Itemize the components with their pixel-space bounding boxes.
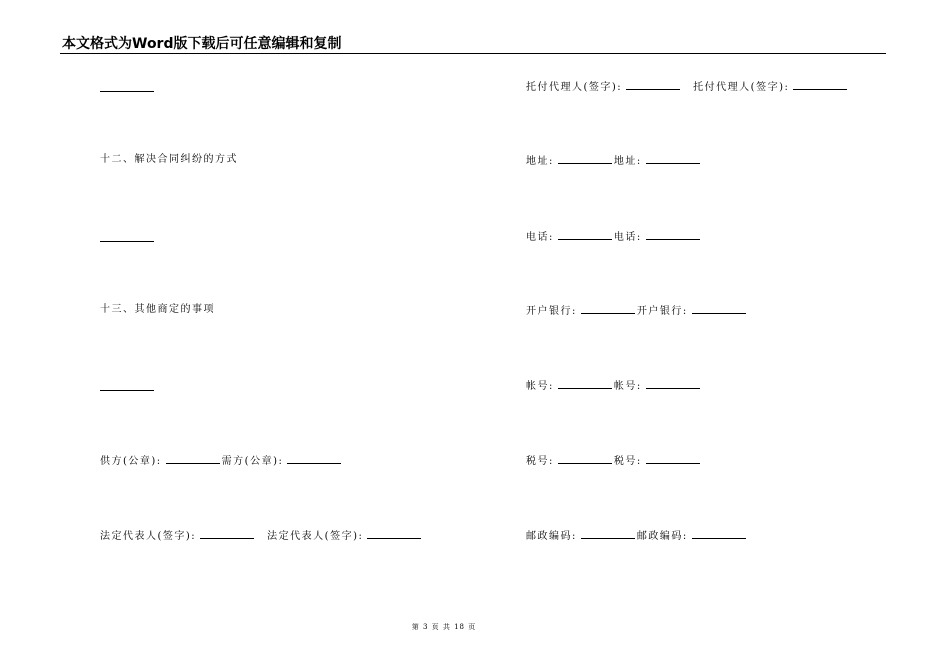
blank-line [646, 378, 700, 389]
seal-row [100, 453, 341, 467]
phone-label: 电话: [526, 232, 554, 243]
blank-line [558, 229, 612, 240]
agent-label: 托付代理人(签字): [526, 82, 623, 93]
page-footer [400, 622, 488, 632]
blank-line [626, 79, 680, 90]
blank-line [166, 453, 220, 464]
tax-number-row [526, 453, 700, 467]
agent-label: 托付代理人(签字): [693, 82, 790, 93]
page-indicator: 第 3 页 共 18 页 [411, 623, 477, 631]
blank-line [581, 528, 635, 539]
bank-label: 开户银行: [526, 306, 577, 317]
blank-line [200, 528, 254, 539]
blank-line [793, 79, 847, 90]
buyer-seal-label: 需方(公章): [221, 456, 284, 467]
section-heading-text: 十二、解决合同纠纷的方式 [100, 154, 238, 165]
blank-line [367, 528, 421, 539]
blank-line [558, 153, 612, 164]
account-label: 帐号: [613, 381, 642, 392]
supplier-seal-label: 供方(公章): [100, 456, 162, 467]
blank-line [100, 231, 154, 242]
section-heading-text: 十三、其他商定的事项 [100, 304, 215, 315]
blank-row-2 [100, 231, 154, 245]
blank-line [558, 378, 612, 389]
document-header [62, 36, 342, 52]
phone-label: 电话: [613, 232, 642, 243]
account-row [526, 378, 700, 392]
address-row [526, 153, 700, 167]
postcode-row [526, 528, 746, 542]
blank-line [646, 229, 700, 240]
blank-line [287, 453, 341, 464]
blank-line [558, 453, 612, 464]
tax-number-label: 税号: [526, 456, 554, 467]
bank-row [526, 303, 746, 317]
bank-label: 开户银行: [636, 306, 688, 317]
address-label: 地址: [613, 156, 642, 167]
postcode-label: 邮政编码: [526, 531, 577, 542]
section-heading-13 [100, 303, 215, 317]
legal-rep-label: 法定代表人(签字): [100, 531, 197, 542]
blank-line [646, 153, 700, 164]
header-title: 本文格式为Word版下载后可任意编辑和复制 [62, 36, 342, 52]
phone-row [526, 229, 700, 243]
legal-rep-label: 法定代表人(签字): [267, 531, 364, 542]
blank-row-1 [100, 81, 154, 95]
header-divider [60, 53, 886, 54]
account-label: 帐号: [526, 381, 554, 392]
blank-line [692, 303, 746, 314]
blank-line [100, 81, 154, 92]
postcode-label: 邮政编码: [636, 531, 688, 542]
legal-representative-row [100, 528, 421, 542]
tax-number-label: 税号: [613, 456, 642, 467]
blank-line [692, 528, 746, 539]
blank-line [581, 303, 635, 314]
blank-row-3 [100, 380, 154, 394]
section-heading-12 [100, 153, 238, 167]
blank-line [646, 453, 700, 464]
agent-row [526, 79, 847, 93]
blank-line [100, 380, 154, 391]
address-label: 地址: [526, 156, 554, 167]
